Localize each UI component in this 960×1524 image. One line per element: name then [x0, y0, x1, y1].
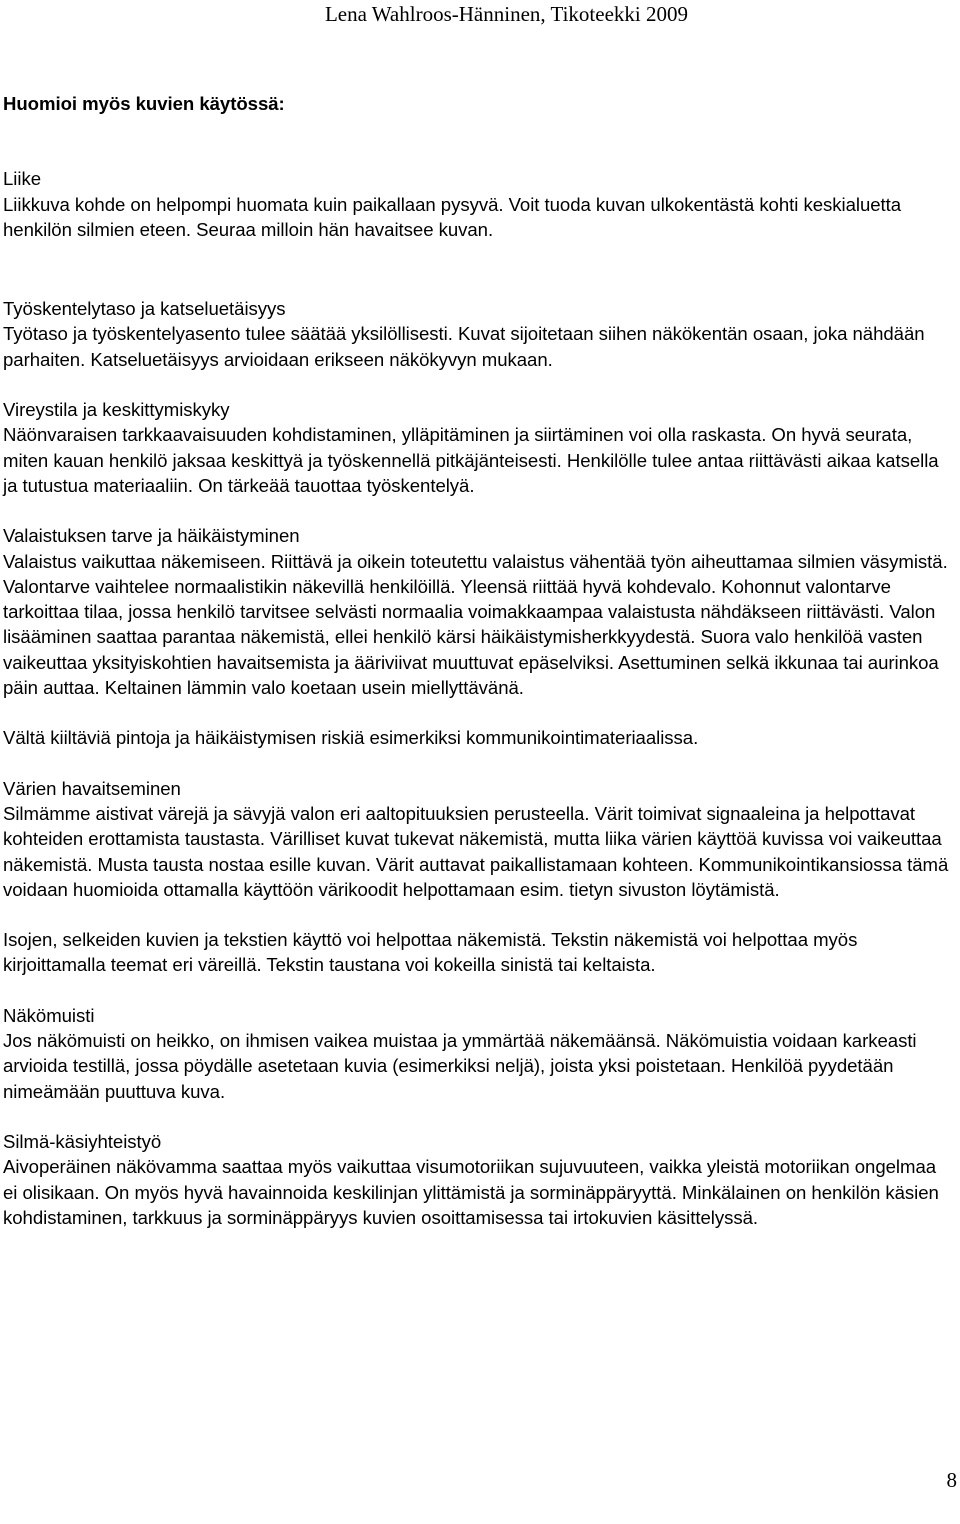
section-extra-text: Vältä kiiltäviä pintoja ja häikäistymisen riskiä esimerkiksi kommunikointimateriaalissa.: [3, 727, 699, 749]
section-heading: Huomioi myös kuvien käytössä:: [3, 93, 285, 114]
page-number: 8: [946, 1468, 957, 1492]
section-text: Näönvaraisen tarkkaavaisuuden kohdistaminen, ylläpitäminen ja siirtäminen voi olla raskasta. On hyvä seurata, miten kauan henkilö jaksaa keskittyä ja työskennellä pitkäjänteisesti. Henkilölle tulee antaa riittävästi aikaa katsella ja tutustua materiaaliin. On tärkeää tauottaa työskentelyä.: [3, 424, 939, 496]
spacer: [3, 978, 955, 1003]
section-valaistus: [3, 523, 955, 750]
section-text: Liikkuva kohde on helpompi huomata kuin paikallaan pysyvä. Voit tuoda kuvan ulkokentästä kohti keskialuetta henkilön silmien eteen. Seuraa milloin hän havaitsee kuvan.: [3, 193, 902, 240]
section-title: Liike: [3, 168, 41, 190]
spacer: [3, 700, 955, 725]
section-text: Silmämme aistivat värejä ja sävyjä valon eri aaltopituuksien perusteella. Värit toimivat signaaleina ja helpottavat kohteiden erottamista taustasta. Värilliset kuvat tukevat näkemistä, mutta liika värien käyttöä kuvissa voi vaikeuttaa näkemistä. Musta tausta nostaa esille kuvan. Värit auttavat paikallistamaan kohteen. Kommunikointikansiossa tämä voidaan huomioida ottamalla käyttöön värikoodit helpottamaan esim. tietyn sivuston löytämistä.: [3, 802, 949, 900]
section-tyoskentelytaso: [3, 296, 955, 372]
section-title: Värien havaitseminen: [3, 777, 181, 799]
section-varien-havaitseminen: [3, 776, 955, 978]
spacer: [3, 116, 955, 166]
spacer: [3, 498, 955, 523]
section-liike: [3, 166, 955, 242]
section-text: Valaistus vaikuttaa näkemiseen. Riittävä ja oikein toteutettu valaistus vähentää työn aiheuttamaa silmien väsymistä. Valontarve vaihtelee normaalistikin näkevillä henkilöillä. Yleensä riittää hyvä kohdevalo. Kohonnut valontarve tarkoittaa tilaa, jossa henkilö tarvitsee selvästi normaalia voimakkaampaa valaistusta nähdäkseen riittävästi. Valon lisääminen saattaa parantaa näkemistä, ellei henkilö kärsi häikäistymisherkkyydestä. Suora valo henkilöä vasten vaikeuttaa yksityiskohtien havaitsemista ja ääriviivat muuttuvat epäselviksi. Asettuminen selkä ikkunaa tai aurinkoa päin auttaa. Keltainen lämmin valo koetaan usein miellyttävänä.: [3, 550, 948, 699]
section-text: Jos näkömuisti on heikko, on ihmisen vaikea muistaa ja ymmärtää näkemäänsä. Näkömuistia voidaan karkeasti arvioida testillä, jossa pöydälle asetetaan kuvia (esimerkiksi neljä), joista yksi poistetaan. Henkilöä pyydetään nimeämään puuttuva kuva.: [3, 1030, 917, 1102]
section-title: Näkömuisti: [3, 1004, 95, 1026]
section-title: Silmä-käsiyhteistyö: [3, 1130, 162, 1152]
section-vireystila: [3, 397, 955, 498]
spacer: [3, 751, 955, 776]
section-title: Vireystila ja keskittymiskyky: [3, 399, 230, 421]
running-header: Lena Wahlroos-Hänninen, Tikoteekki 2009: [324, 2, 688, 26]
spacer: [3, 1104, 955, 1129]
section-text: Työtaso ja työskentelyasento tulee säätää yksilöllisesti. Kuvat sijoitetaan siihen näkökentän osaan, joka nähdään parhaiten. Katseluetäisyys arvioidaan erikseen näkökyvyn mukaan.: [3, 323, 925, 370]
document-body: [3, 91, 955, 1230]
section-silma-kasiyhteistyo: [3, 1129, 955, 1230]
section-nakomuisti: [3, 1003, 955, 1104]
spacer: [3, 372, 955, 397]
spacer: [3, 902, 955, 927]
section-extra-text: Isojen, selkeiden kuvien ja tekstien käyttö voi helpottaa näkemistä. Tekstin näkemistä voi helpottaa myös kirjoittamalla teemat eri väreillä. Tekstin taustana voi kokeilla sinistä tai keltaista.: [3, 929, 858, 976]
section-title: Työskentelytaso ja katseluetäisyys: [3, 298, 286, 320]
spacer: [3, 242, 955, 296]
section-text: Aivoperäinen näkövamma saattaa myös vaikuttaa visumotoriikan sujuvuuteen, vaikka yleistä motoriikan ongelmaa ei olisikaan. On myös hyvä havainnoida keskilinjan ylittämistä ja sorminäppäryyttä. Minkälainen on henkilön käsien kohdistaminen, tarkkuus ja sorminäppäryys kuvien osoittamisessa tai irtokuvien käsittelyssä.: [3, 1156, 939, 1228]
section-title: Valaistuksen tarve ja häikäistyminen: [3, 525, 300, 547]
